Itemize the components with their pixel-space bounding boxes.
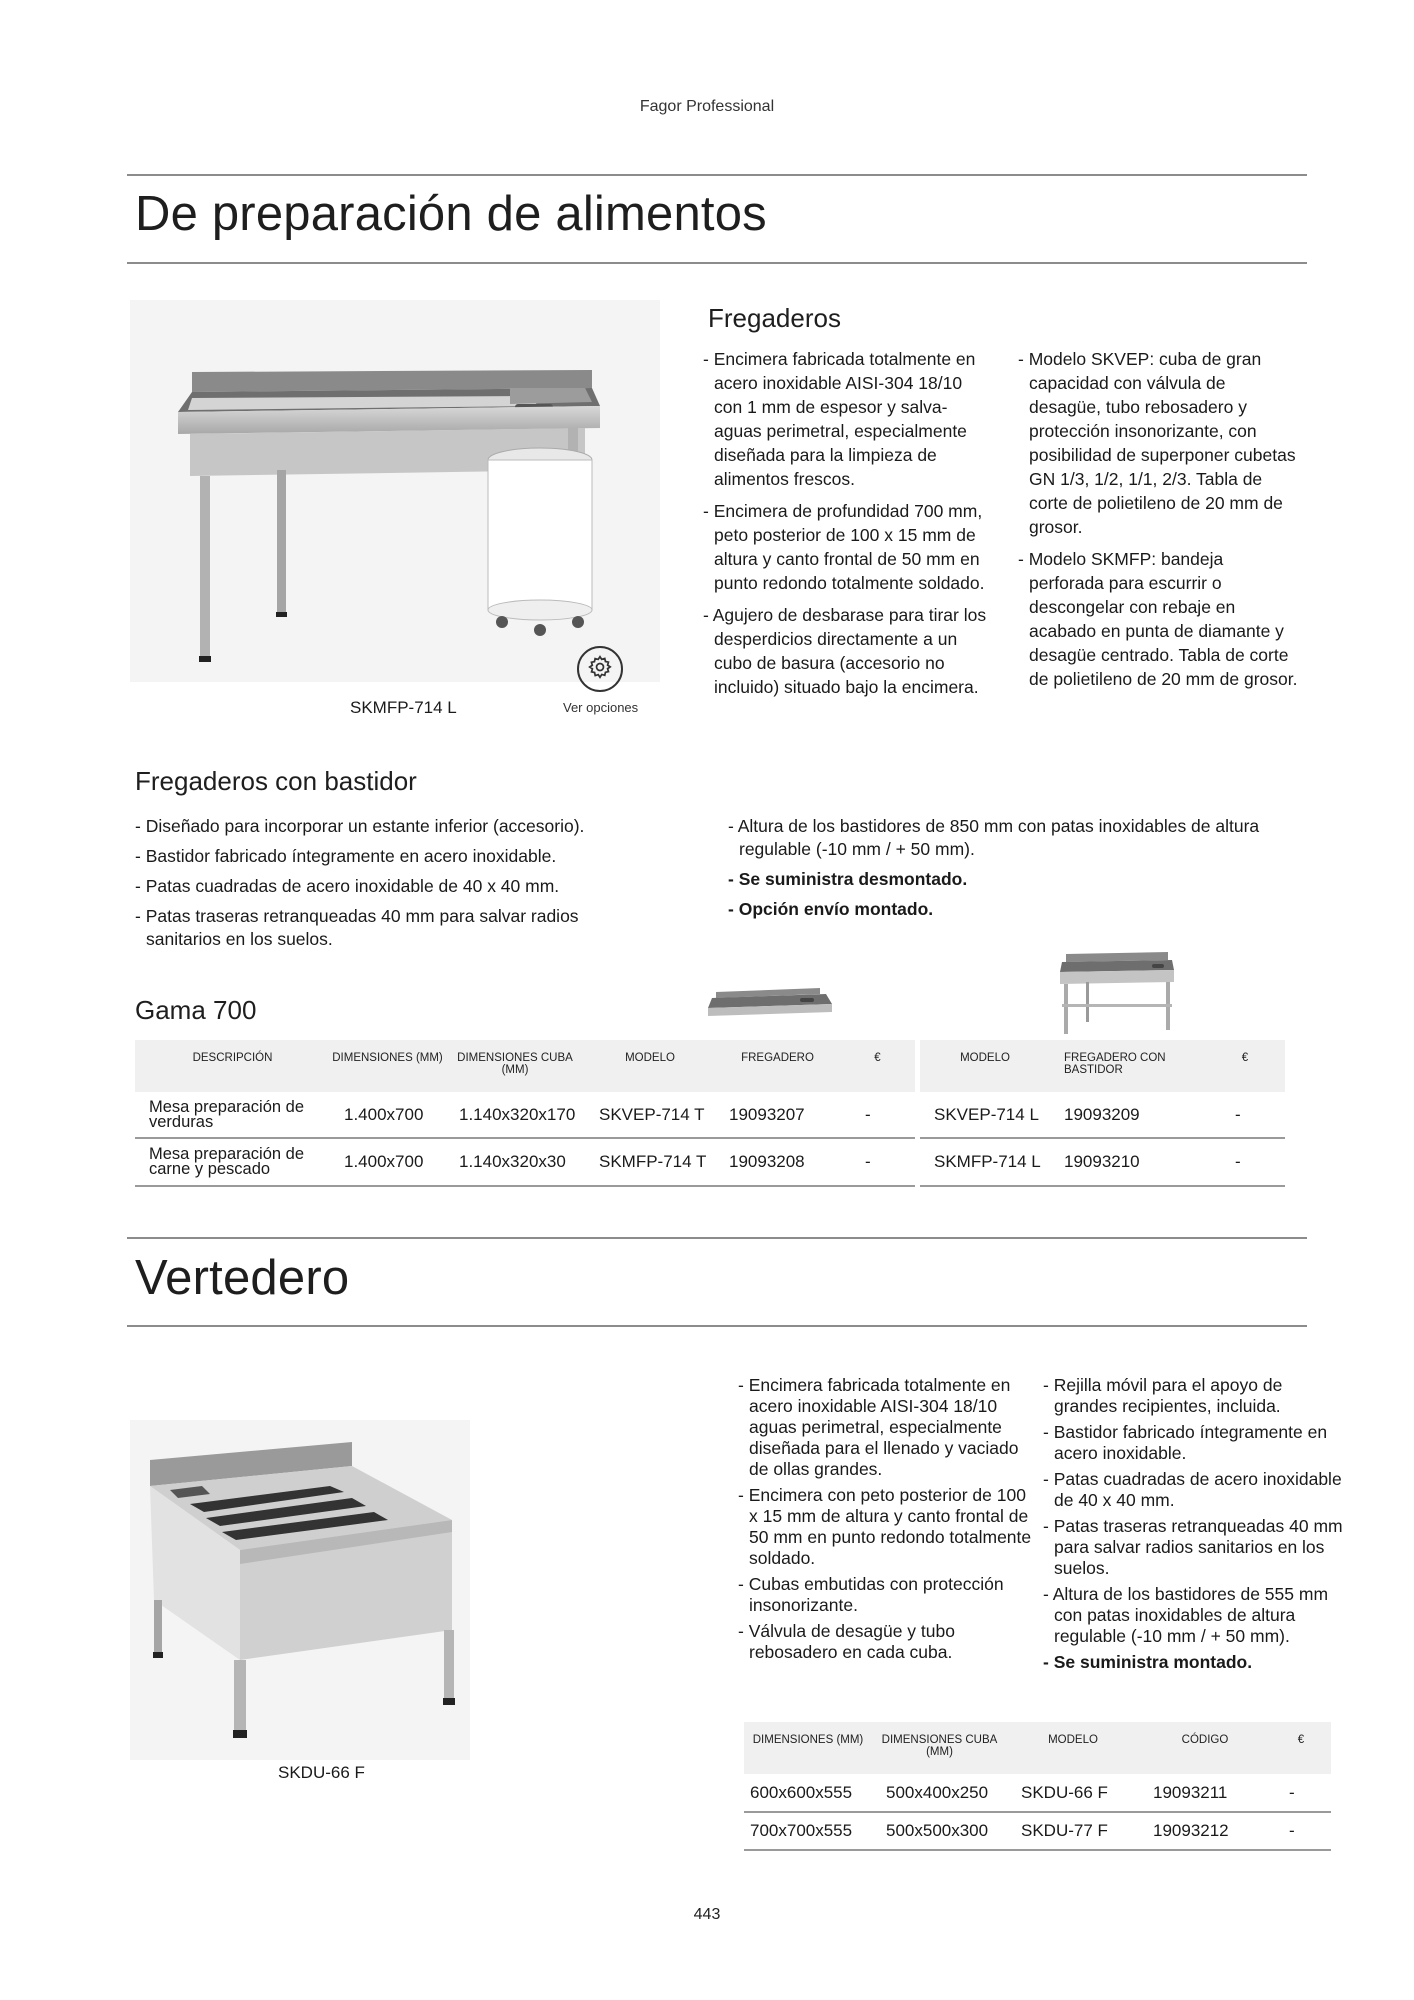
bastidor-features-col1 — [135, 815, 635, 958]
table-cell: 1.400x700 — [330, 1092, 445, 1138]
col-header: DIMENSIONES (MM) — [744, 1722, 872, 1774]
table-cell: 1.140x320x30 — [445, 1138, 585, 1186]
vertedero-features-col2 — [1043, 1375, 1343, 1678]
table-cell: - — [1205, 1138, 1285, 1186]
table-cell: 19093212 — [1139, 1812, 1271, 1850]
table-row — [744, 1774, 1331, 1812]
thumbnail-sink-frame — [1058, 942, 1178, 1037]
table-cell: 500x500x300 — [872, 1812, 1007, 1850]
options-button[interactable] — [577, 646, 623, 692]
divider — [127, 262, 1307, 264]
col-header: MODELO — [1007, 1722, 1139, 1774]
col-header: DESCRIPCIÓN — [135, 1040, 330, 1092]
table-cell: - — [1271, 1774, 1331, 1812]
table-cell: 1.400x700 — [330, 1138, 445, 1186]
table-row — [135, 1138, 915, 1186]
table-row — [920, 1092, 1285, 1138]
table-cell: SKVEP-714 L — [920, 1092, 1050, 1138]
feature-item: - Encimera de profundidad 700 mm, peto posterior de 100 x 15 mm de altura y canto frontal de 50 mm en punto redondo totalmente soldado. — [703, 499, 993, 595]
table-cell: 19093210 — [1050, 1138, 1205, 1186]
table-cell: 19093207 — [715, 1092, 840, 1138]
feature-item: - Patas cuadradas de acero inoxidable de 40 x 40 mm. — [135, 875, 635, 898]
fregaderos-features-col1 — [703, 347, 993, 707]
feature-item: - Modelo SKVEP: cuba de gran capacidad con válvula de desagüe, tubo rebosadero y protección insonorizante, con posibilidad de superponer cubetas GN 1/3, 1/2, 1/1, 2/3. Tabla de corte de polietileno de 20 mm de grosor. — [1018, 347, 1298, 539]
table-cell: - — [1205, 1092, 1285, 1138]
gama-table-2 — [920, 1040, 1285, 1187]
table-cell: 500x400x250 — [872, 1774, 1007, 1812]
feature-item: - Cubas embutidas con protección insonorizante. — [738, 1574, 1038, 1616]
options-label[interactable]: Ver opciones — [563, 700, 639, 715]
feature-item: - Encimera fabricada totalmente en acero inoxidable AISI-304 18/10 aguas perimetral, especialmente diseñada para el llenado y vaciado de ollas grandes. — [738, 1375, 1038, 1480]
table-cell: SKMFP-714 L — [920, 1138, 1050, 1186]
brand-header: Fagor Professional — [639, 98, 775, 115]
table-cell: Mesa preparación de verduras — [135, 1092, 330, 1138]
product-caption: SKDU-66 F — [278, 1763, 365, 1782]
table-cell: 1.140x320x170 — [445, 1092, 585, 1138]
product-image-skdu — [130, 1420, 470, 1760]
table-cell: SKDU-66 F — [1007, 1774, 1139, 1812]
feature-item: - Bastidor fabricado íntegramente en acero inoxidable. — [1043, 1422, 1343, 1464]
gama-table-1 — [135, 1040, 915, 1187]
table-row — [920, 1138, 1285, 1186]
feature-item: - Patas traseras retranqueadas 40 mm para salvar radios sanitarios en los suelos. — [135, 905, 635, 951]
col-header: € — [840, 1040, 915, 1092]
feature-item: - Patas cuadradas de acero inoxidable de 40 x 40 mm. — [1043, 1469, 1343, 1511]
table-cell: - — [840, 1092, 915, 1138]
table-cell: 700x700x555 — [744, 1812, 872, 1850]
table-cell: 19093209 — [1050, 1092, 1205, 1138]
col-header: € — [1205, 1040, 1285, 1092]
feature-item: - Diseñado para incorporar un estante inferior (accesorio). — [135, 815, 635, 838]
table-cell: SKVEP-714 T — [585, 1092, 715, 1138]
divider — [127, 174, 1307, 176]
col-header: FREGADERO — [715, 1040, 840, 1092]
page-number: 443 — [693, 1906, 721, 1923]
feature-item: - Patas traseras retranqueadas 40 mm para salvar radios sanitarios en los suelos. — [1043, 1516, 1343, 1579]
table-cell: 19093211 — [1139, 1774, 1271, 1812]
product-caption: SKMFP-714 L — [350, 698, 457, 717]
col-header: FREGADERO CON BASTIDOR — [1050, 1040, 1205, 1092]
table-cell: 19093208 — [715, 1138, 840, 1186]
feature-item: - Válvula de desagüe y tubo rebosadero en cada cuba. — [738, 1621, 1038, 1663]
table-cell: 600x600x555 — [744, 1774, 872, 1812]
divider — [127, 1237, 1307, 1239]
product-image-skmfp — [130, 300, 660, 682]
feature-item: - Se suministra desmontado. — [728, 868, 1288, 891]
col-header: MODELO — [920, 1040, 1050, 1092]
col-header: DIMENSIONES CUBA (MM) — [445, 1040, 585, 1092]
col-header: € — [1271, 1722, 1331, 1774]
table-cell: Mesa preparación de carne y pescado — [135, 1138, 330, 1186]
table-row — [135, 1092, 915, 1138]
feature-item: - Rejilla móvil para el apoyo de grandes recipientes, incluida. — [1043, 1375, 1343, 1417]
feature-item: - Agujero de desbarase para tirar los desperdicios directamente a un cubo de basura (accesorio no incluido) situado bajo la encimera. — [703, 603, 993, 699]
heading-fregaderos: Fregaderos — [708, 303, 841, 333]
vertedero-table — [744, 1722, 1331, 1851]
feature-item: - Altura de los bastidores de 555 mm con patas inoxidables de altura regulable (-10 mm / + 50 mm). — [1043, 1584, 1343, 1647]
feature-item: - Se suministra montado. — [1043, 1652, 1343, 1673]
feature-item: - Encimera con peto posterior de 100 x 15 mm de altura y canto frontal de 50 mm en punto redondo totalmente soldado. — [738, 1485, 1038, 1569]
fregaderos-features-col2 — [1018, 347, 1298, 699]
feature-item: - Altura de los bastidores de 850 mm con patas inoxidables de altura regulable (-10 mm / + 50 mm). — [728, 815, 1288, 861]
section-title: Vertedero — [135, 1251, 350, 1305]
thumbnail-sink-top — [708, 980, 838, 1030]
table-cell: SKDU-77 F — [1007, 1812, 1139, 1850]
section-title: De preparación de alimentos — [135, 187, 767, 241]
divider — [127, 1325, 1307, 1327]
feature-item: - Modelo SKMFP: bandeja perforada para escurrir o descongelar con rebaje en acabado en punta de diamante y desagüe centrado. Tabla de corte de polietileno de 20 mm de grosor. — [1018, 547, 1298, 691]
vertedero-features-col1 — [738, 1375, 1038, 1668]
feature-item: - Bastidor fabricado íntegramente en acero inoxidable. — [135, 845, 635, 868]
col-header: DIMENSIONES CUBA (MM) — [872, 1722, 1007, 1774]
table-cell: - — [840, 1138, 915, 1186]
col-header: DIMENSIONES (MM) — [330, 1040, 445, 1092]
table-row — [744, 1812, 1331, 1850]
feature-item: - Encimera fabricada totalmente en acero inoxidable AISI-304 18/10 con 1 mm de espesor y salva-aguas perimetral, especialmente diseñada para la limpieza de alimentos frescos. — [703, 347, 993, 491]
heading-gama: Gama 700 — [135, 995, 257, 1025]
col-header: MODELO — [585, 1040, 715, 1092]
col-header: CÓDIGO — [1139, 1722, 1271, 1774]
feature-item: - Opción envío montado. — [728, 898, 1288, 921]
gear-icon — [587, 654, 613, 685]
table-cell: - — [1271, 1812, 1331, 1850]
heading-bastidor: Fregaderos con bastidor — [135, 766, 417, 796]
table-cell: SKMFP-714 T — [585, 1138, 715, 1186]
bastidor-features-col2 — [728, 815, 1288, 928]
